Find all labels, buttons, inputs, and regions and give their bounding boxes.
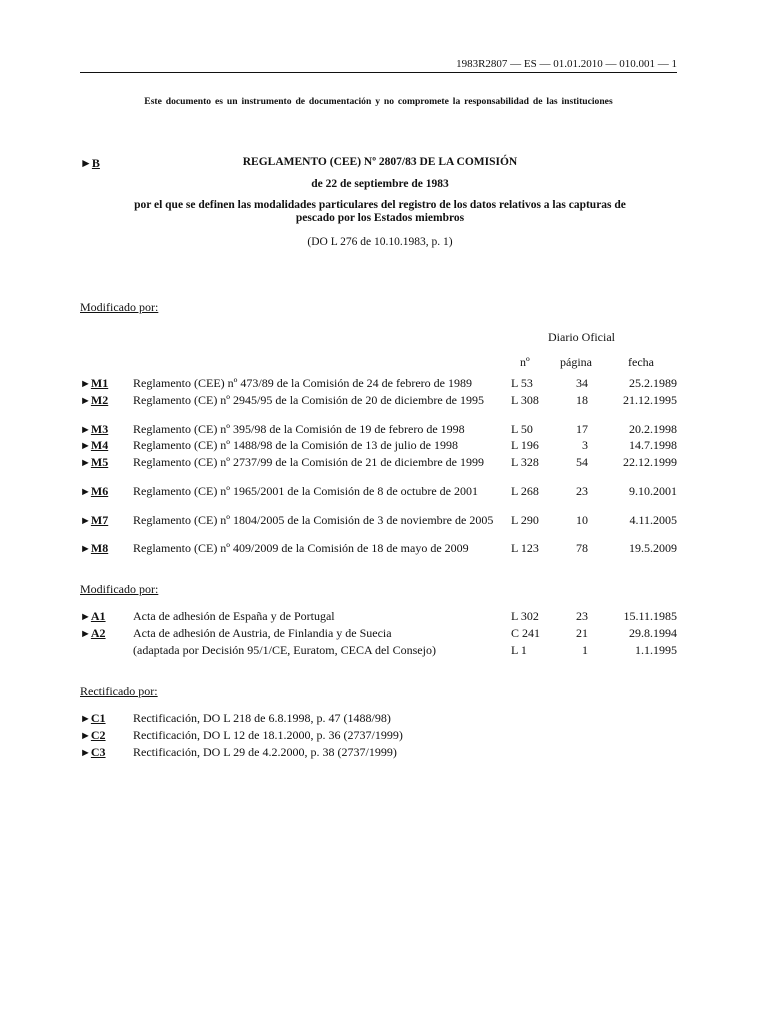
base-marker[interactable] [80, 156, 100, 171]
journal-number: L 302 [511, 609, 539, 623]
journal-number: L 308 [511, 393, 539, 407]
entry-description: Reglamento (CEE) nº 473/89 de la Comisión de 24 de febrero de 1989 [133, 376, 472, 390]
journal-number: L 1 [511, 643, 527, 657]
arrow-icon: ► [80, 543, 91, 555]
entry-description: Acta de adhesión de Austria, de Finlandia y de Suecia [133, 626, 392, 640]
amendment-code: M7 [90, 513, 109, 527]
journal-date: 22.12.1999 [623, 455, 677, 469]
arrow-icon: ► [80, 628, 91, 640]
journal-page: 18 [576, 393, 588, 407]
arrow-icon: ► [80, 395, 91, 407]
amendment-marker[interactable] [80, 423, 108, 437]
entry-description: Reglamento (CE) nº 409/2009 de la Comisión de 18 de mayo de 2009 [133, 541, 469, 555]
journal-page: 1 [582, 643, 588, 657]
arrow-icon: ► [80, 457, 91, 469]
column-number-heading: nº [520, 355, 530, 369]
base-marker-code: B [91, 156, 100, 170]
amendment-marker[interactable] [80, 610, 106, 624]
journal-number: L 290 [511, 513, 539, 527]
official-journal-reference: (DO L 276 de 10.10.1983, p. 1) [307, 236, 453, 248]
entry-description: Reglamento (CE) nº 1804/2005 de la Comisión de 3 de noviembre de 2005 [133, 513, 494, 527]
arrow-icon: ► [80, 730, 91, 742]
amendment-marker[interactable] [80, 439, 108, 453]
journal-page: 34 [576, 376, 588, 390]
corrected-by-heading: Rectificado por: [80, 684, 158, 698]
regulation-date: de 22 de septiembre de 1983 [311, 178, 449, 190]
amendment-code: M1 [90, 376, 109, 390]
journal-date: 14.7.1998 [629, 438, 677, 452]
entry-description: Reglamento (CE) nº 395/98 de la Comisión de 19 de febrero de 1998 [133, 422, 465, 436]
entry-description: Rectificación, DO L 29 de 4.2.2000, p. 38 (2737/1999) [133, 745, 397, 759]
journal-number: C 241 [511, 626, 541, 640]
arrow-icon: ► [80, 713, 91, 725]
amendment-marker[interactable] [80, 485, 108, 499]
amendment-code: M6 [90, 484, 109, 498]
arrow-icon: ► [80, 440, 91, 452]
entry-description: Reglamento (CE) nº 1965/2001 de la Comisión de 8 de octubre de 2001 [133, 484, 478, 498]
journal-number: L 53 [511, 376, 533, 390]
arrow-icon: ► [80, 378, 91, 390]
journal-date: 21.12.1995 [623, 393, 677, 407]
journal-number: L 123 [511, 541, 539, 555]
journal-page: 23 [576, 609, 588, 623]
journal-date: 19.5.2009 [629, 541, 677, 555]
diario-oficial-heading: Diario Oficial [548, 330, 615, 344]
journal-number: L 50 [511, 422, 533, 436]
journal-page: 23 [576, 484, 588, 498]
journal-date: 20.2.1998 [629, 422, 677, 436]
amendment-code: M5 [90, 455, 109, 469]
journal-date: 15.11.1985 [623, 609, 677, 623]
journal-date: 25.2.1989 [629, 376, 677, 390]
entry-description: Rectificación, DO L 12 de 18.1.2000, p. 36 (2737/1999) [133, 728, 403, 742]
journal-page: 10 [576, 513, 588, 527]
amendment-marker[interactable] [80, 456, 108, 470]
arrow-icon: ► [80, 747, 91, 759]
amended-by-heading-2: Modificado por: [80, 582, 159, 596]
amended-by-heading: Modificado por: [80, 300, 159, 314]
journal-page: 21 [576, 626, 588, 640]
amendment-code: C1 [90, 711, 106, 725]
entry-description: Reglamento (CE) nº 2945/95 de la Comisión de 20 de diciembre de 1995 [133, 393, 484, 407]
journal-number: L 196 [511, 438, 539, 452]
amendment-marker[interactable] [80, 542, 108, 556]
amendment-code: M4 [90, 438, 109, 452]
document-header: 1983R2807 — ES — 01.01.2010 — 010.001 — 1 [80, 58, 677, 73]
journal-date: 29.8.1994 [629, 626, 677, 640]
amendment-marker[interactable] [80, 377, 108, 391]
entry-description: Reglamento (CE) nº 2737/99 de la Comisión de 21 de diciembre de 1999 [133, 455, 484, 469]
entry-description: Acta de adhesión de España y de Portugal [133, 609, 335, 623]
journal-page: 17 [576, 422, 588, 436]
arrow-icon: ► [80, 486, 91, 498]
journal-date: 4.11.2005 [629, 513, 677, 527]
arrow-icon: ► [80, 156, 92, 170]
column-page-heading: página [560, 355, 592, 369]
journal-number: L 328 [511, 455, 539, 469]
amendment-code: C2 [90, 728, 106, 742]
arrow-icon: ► [80, 611, 91, 623]
journal-date: 1.1.1995 [635, 643, 677, 657]
journal-number: L 268 [511, 484, 539, 498]
journal-date: 9.10.2001 [629, 484, 677, 498]
amendment-marker[interactable] [80, 627, 106, 641]
arrow-icon: ► [80, 424, 91, 436]
amendment-marker[interactable] [80, 394, 108, 408]
column-date-heading: fecha [628, 355, 654, 369]
amendment-code: A2 [90, 626, 106, 640]
disclaimer: Este documento es un instrumento de documentación y no compromete la responsabilidad de las instituciones [144, 96, 613, 107]
entry-description: (adaptada por Decisión 95/1/CE, Euratom, CECA del Consejo) [133, 643, 436, 657]
amendment-code: M8 [90, 541, 109, 555]
regulation-subject: por el que se definen las modalidades particulares del registro de los datos relativos a las capturas de pescado por los Estados miembros [134, 199, 626, 224]
amendment-code: A1 [90, 609, 106, 623]
amendment-code: C3 [90, 745, 106, 759]
amendment-code: M3 [90, 422, 109, 436]
entry-description: Rectificación, DO L 218 de 6.8.1998, p. 47 (1488/98) [133, 711, 391, 725]
amendment-marker[interactable] [80, 746, 106, 760]
journal-page: 3 [582, 438, 588, 452]
amendment-marker[interactable] [80, 712, 106, 726]
amendment-marker[interactable] [80, 514, 108, 528]
journal-page: 78 [576, 541, 588, 555]
amendment-code: M2 [90, 393, 109, 407]
regulation-title: REGLAMENTO (CEE) Nº 2807/83 DE LA COMISIÓN [242, 156, 518, 168]
journal-page: 54 [576, 455, 588, 469]
entry-description: Reglamento (CE) nº 1488/98 de la Comisión de 13 de julio de 1998 [133, 438, 459, 452]
arrow-icon: ► [80, 515, 91, 527]
amendment-marker[interactable] [80, 729, 106, 743]
